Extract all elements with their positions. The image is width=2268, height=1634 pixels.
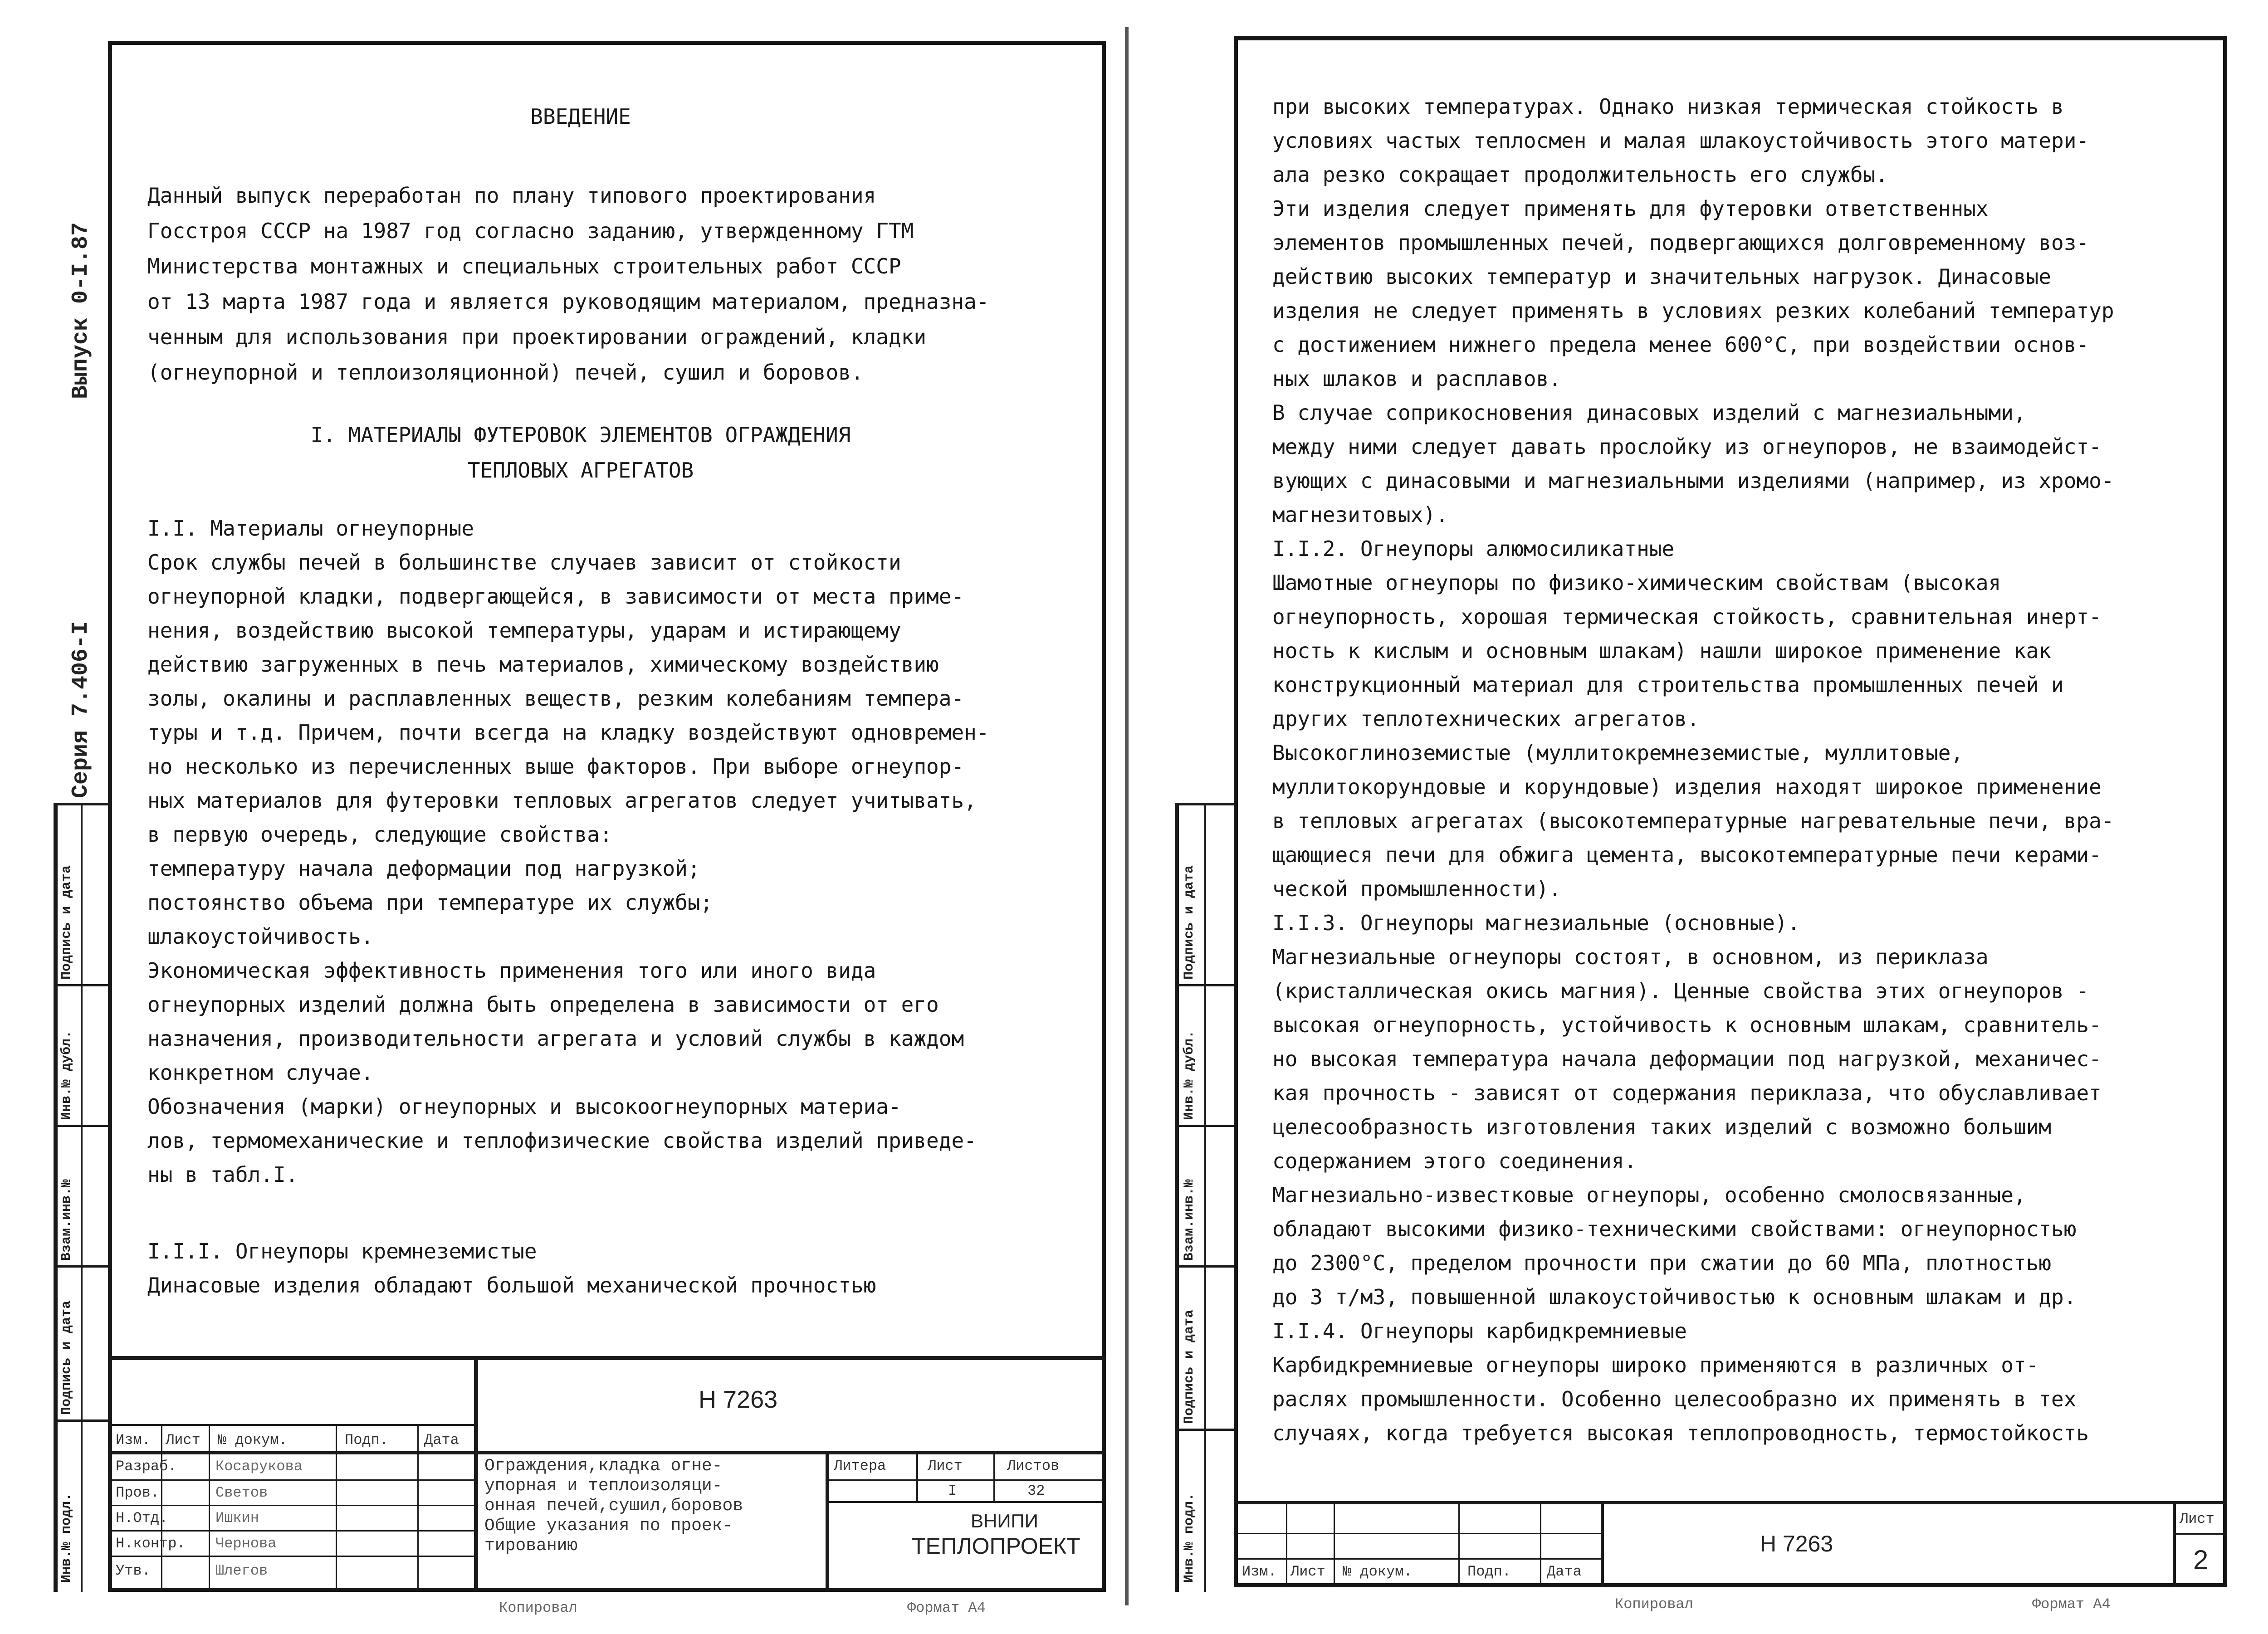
body-line: Шамотные огнеупоры по физико-химическим свойствам (высокая (1272, 571, 2001, 595)
body-line: Эти изделия следует применять для футеровки ответственных (1272, 196, 1989, 221)
col-header: Дата (424, 1432, 459, 1449)
stamp-label-replace-inv: Взам.инв.№ (59, 1179, 74, 1261)
body-line: Магнезиальные огнеупоры состоят, в основном, из периклаза (1272, 945, 1989, 969)
series-side-label: Серия 7.406-I (68, 621, 94, 798)
body-line: (кристаллическая окись магния). Ценные свойства этих огнеупоров - (1272, 979, 2089, 1003)
intro-line: Госстроя СССР на 1987 год согласно заданию, утвержденному ГТМ (147, 219, 914, 243)
body-line: ала резко сокращает продолжительность его службы. (1272, 162, 1888, 187)
body-line: изделия не следует применять в условиях резких колебаний температур (1272, 298, 2114, 323)
role-label: Н.Отд. (116, 1510, 168, 1527)
body-line: кая прочность - зависят от содержания периклаза, что обуславливает (1272, 1081, 2102, 1105)
stamp-label-dup-inv: Инв.№ дубл. (1182, 1030, 1197, 1120)
body-line: Обозначения (марки) огнеупорных и высокоогнеупорных материа- (147, 1094, 901, 1119)
body-line: элементов промышленных печей, подвергающихся долговременному воз- (1272, 230, 2089, 255)
body-line: магнезитовых). (1272, 502, 1448, 527)
body-line: с достижением нижнего предела менее 600°С, при воздействии основ- (1272, 332, 2089, 357)
body-line: Карбидкремниевые огнеупоры широко применяются в различных от- (1272, 1353, 2039, 1377)
intro-line: ченным для использования при проектировании ограждений, кладки (147, 325, 927, 349)
body-line: случаях, когда требуется высокая теплопроводность, термостойкость (1272, 1421, 2089, 1445)
subsection-line: I.I.I. Огнеупоры кремнеземистые (147, 1239, 537, 1263)
person-name: Чернова (215, 1535, 277, 1552)
body-line: ных шлаков и расплавов. (1272, 366, 1561, 391)
page-heading: ВВЕДЕНИЕ (530, 104, 631, 129)
intro-line: Министерства монтажных и специальных строительных работ СССР (147, 254, 901, 278)
page-gutter (1125, 27, 1129, 1605)
issue-side-label: Выпуск 0-I.87 (68, 222, 94, 399)
footer-copied: Копировал (1615, 1596, 1693, 1613)
col-header: Изм. (1242, 1563, 1277, 1580)
body-line: шлакоустойчивость. (147, 924, 374, 949)
body-line: Срок службы печей в большинстве случаев зависит от стойкости (147, 550, 901, 575)
col-header: Дата (1547, 1563, 1582, 1580)
footer-format: Формат А4 (2032, 1596, 2111, 1613)
subsection-line: Динасовые изделия обладают большой механической прочностью (147, 1273, 876, 1297)
body-line: других теплотехнических агрегатов. (1272, 707, 1700, 731)
footer-format: Формат А4 (907, 1600, 986, 1616)
body-line: обладают высокими физико-техническими свойствами: огнеупорностью (1272, 1217, 2077, 1241)
body-line: в тепловых агрегатах (высокотемпературные нагревательные печи, вра- (1272, 809, 2114, 833)
stage-header: Листов (1007, 1458, 1060, 1474)
body-line: I.I. Материалы огнеупорные (147, 516, 474, 541)
body-line: В случае соприкосновения динасовых изделий с магнезиальными, (1272, 400, 2026, 425)
section-title: ТЕПЛОВЫХ АГРЕГАТОВ (467, 458, 694, 483)
stamp-label-replace-inv: Взам.инв.№ (1182, 1179, 1197, 1261)
body-line: назначения, производительности агрегата и условий службы в каждом (147, 1026, 964, 1051)
col-header: Подп. (345, 1432, 389, 1449)
body-line: условиях частых теплосмен и малая шлакоустойчивость этого матери- (1272, 128, 2089, 153)
col-header: Изм. (116, 1432, 151, 1449)
sheet-description: Ограждения,кладка огне- (484, 1456, 723, 1476)
sheet-label: Лист (2180, 1511, 2214, 1527)
body-line: но несколько из перечисленных выше факторов. При выборе огнеупор- (147, 754, 964, 779)
document-code: Н 7263 (699, 1386, 778, 1413)
stamp-label-signature-2: Подпись и дата (59, 1300, 74, 1415)
intro-line: (огнеупорной и теплоизоляционной) печей, сушил и боровов. (147, 360, 864, 385)
col-header: Лист (166, 1432, 200, 1449)
role-label: Разраб. (116, 1458, 177, 1475)
section-title: I. МАТЕРИАЛЫ ФУТЕРОВОК ЭЛЕМЕНТОВ ОГРАЖДЕНИЯ (310, 423, 851, 447)
body-line: до 2300°С, пределом прочности при сжатии до 60 МПа, плотностью (1272, 1251, 2052, 1275)
body-line: вующих с динасовыми и магнезиальными изделиями (например, из хромо- (1272, 468, 2114, 493)
col-header: № докум. (218, 1432, 288, 1449)
role-label: Пров. (116, 1484, 160, 1501)
body-line: до 3 т/м3, повышенной шлакоустойчивостью к основным шлакам и др. (1272, 1285, 2077, 1309)
stamp-label-orig-inv: Инв.№ подл. (1182, 1493, 1197, 1583)
body-line: туры и т.д. Причем, почти всегда на кладку воздействуют одновремен- (147, 720, 989, 745)
intro-line: Данный выпуск переработан по плану типового проектирования (147, 183, 876, 208)
org-name: ТЕПЛОПРОЕКТ (912, 1533, 1080, 1559)
body-line: ческой промышленности). (1272, 877, 1561, 901)
stamp-label-dup-inv: Инв.№ дубл. (59, 1030, 74, 1120)
stamp-label-orig-inv: Инв.№ подл. (59, 1493, 74, 1583)
org-name: ВНИПИ (971, 1510, 1038, 1532)
sheet-number: 2 (2193, 1545, 2209, 1575)
body-line: щающиеся печи для обжига цемента, высокотемпературные печи керами- (1272, 843, 2102, 867)
body-line: ных материалов для футеровки тепловых агрегатов следует учитывать, (147, 788, 977, 813)
body-line: но высокая температура начала деформации под нагрузкой, механичес- (1272, 1047, 2102, 1071)
body-line: конкретном случае. (147, 1060, 374, 1085)
body-line: ны в табл.I. (147, 1162, 298, 1187)
body-line: муллитокорундовые и корундовые) изделия находят широкое применение (1272, 775, 2102, 799)
body-line: целесообразность изготовления таких изделий с возможно большим (1272, 1115, 2052, 1139)
body-line: Экономическая эффективность применения того или иного вида (147, 958, 876, 983)
body-line: I.I.4. Огнеупоры карбидкремниевые (1272, 1319, 1687, 1343)
sheets-total: 32 (1027, 1483, 1045, 1499)
col-header: Лист (1290, 1563, 1325, 1580)
body-line: ность к кислым и основным шлакам) нашли широкое применение как (1272, 639, 2052, 663)
stamp-label-signature: Подпись и дата (59, 865, 74, 980)
role-label: Утв. (116, 1562, 151, 1579)
sheet-description: онная печей,сушил,боровов (484, 1496, 743, 1516)
sheet-description: Общие указания по проек- (484, 1516, 733, 1536)
body-line: между ними следует давать прослойку из огнеупоров, не взаимодейст- (1272, 434, 2102, 459)
document-code: Н 7263 (1760, 1531, 1833, 1556)
body-line: огнеупорной кладки, подвергающейся, в зависимости от места приме- (147, 584, 964, 609)
body-line: при высоких температурах. Однако низкая термическая стойкость в (1272, 94, 2064, 119)
body-line: раслях промышленности. Особенно целесообразно их применять в тех (1272, 1387, 2077, 1411)
body-line: нения, воздействию высокой температуры, ударам и истирающему (147, 618, 901, 643)
sheet-description: упорная и теплоизоляци- (484, 1476, 723, 1496)
col-header: № докум. (1343, 1563, 1413, 1580)
body-line: лов, термомеханические и теплофизические свойства изделий приведе- (147, 1128, 977, 1153)
body-line: конструкционный материал для строительства промышленных печей и (1272, 673, 2064, 697)
person-name: Шлегов (215, 1562, 268, 1579)
person-name: Светов (215, 1484, 268, 1501)
person-name: Косарукова (215, 1458, 303, 1475)
body-line: золы, окалины и расплавленных веществ, резким колебаниям темпера- (147, 686, 964, 711)
body-line: постоянство объема при температуре их службы; (147, 890, 713, 915)
intro-line: от 13 марта 1987 года и является руководящим материалом, предназна- (147, 289, 989, 314)
body-line: температуру начала деформации под нагрузкой; (147, 856, 700, 881)
stage-header: Лист (928, 1458, 963, 1474)
role-label: Н.контр. (116, 1535, 186, 1552)
footer-copied: Копировал (499, 1600, 577, 1616)
body-line: действию загруженных в печь материалов, химическому воздействию (147, 652, 939, 677)
body-line: действию высоких температур и значительных нагрузок. Динасовые (1272, 264, 2052, 289)
body-line: Магнезиально-известковые огнеупоры, особенно смолосвязанные, (1272, 1183, 2026, 1207)
stage-header: Литера (834, 1458, 886, 1474)
body-line: в первую очередь, следующие свойства: (147, 822, 612, 847)
sheet-description: тированию (484, 1536, 578, 1556)
body-line: высокая огнеупорность, устойчивость к основным шлакам, сравнитель- (1272, 1013, 2102, 1037)
body-line: огнеупорность, хорошая термическая стойкость, сравнительная инерт- (1272, 605, 2102, 629)
body-line: Высокоглиноземистые (муллитокремнеземистые, муллитовые, (1272, 741, 1964, 765)
stamp-label-signature-2: Подпись и дата (1182, 1309, 1197, 1424)
col-header: Подп. (1467, 1563, 1511, 1580)
body-line: содержанием этого соединения. (1272, 1149, 1637, 1173)
body-line: огнеупорных изделий должна быть определена в зависимости от его (147, 992, 939, 1017)
body-line: I.I.2. Огнеупоры алюмосиликатные (1272, 537, 1675, 561)
body-line: I.I.3. Огнеупоры магнезиальные (основные). (1272, 911, 1800, 935)
person-name: Ишкин (215, 1510, 259, 1527)
stamp-label-signature: Подпись и дата (1182, 865, 1197, 980)
sheet-number: I (948, 1483, 957, 1499)
